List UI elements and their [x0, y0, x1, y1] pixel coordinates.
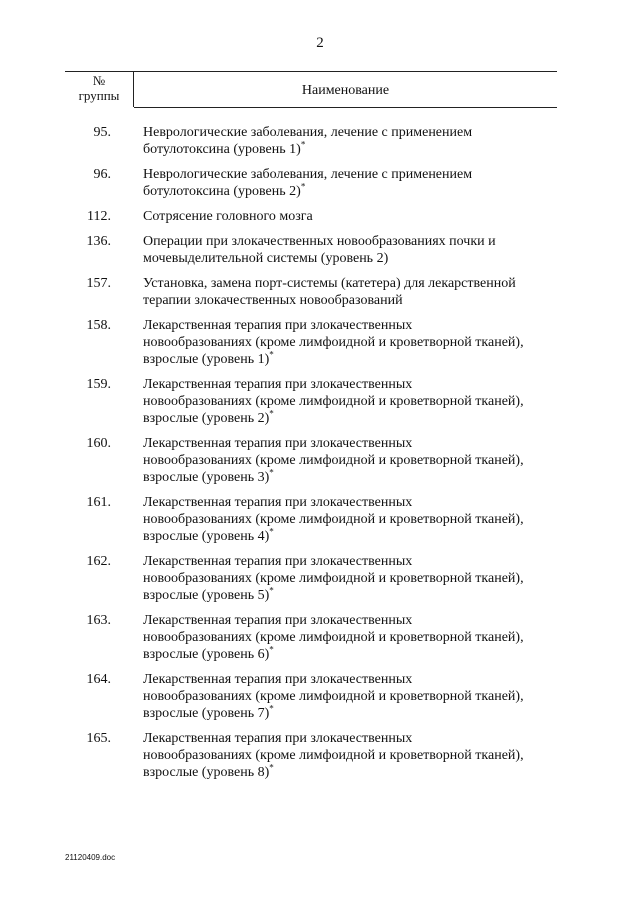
group-name	[143, 275, 563, 309]
group-name-text: новообразованиях (кроме лимфоидной и кроветворной тканей),	[143, 748, 524, 763]
table-row	[0, 376, 640, 427]
group-name-line	[143, 587, 563, 604]
group-name-text: взрослые (уровень 5)	[143, 588, 270, 603]
group-name-text: Лекарственная терапия при злокачественных	[143, 554, 413, 569]
footnote-asterisk: *	[269, 408, 274, 419]
group-name-line	[143, 646, 563, 663]
group-name-text: взрослые (уровень 2)	[143, 411, 270, 426]
group-number: 136.	[86, 234, 111, 249]
footnote-asterisk: *	[269, 349, 274, 360]
group-name-text: новообразованиях (кроме лимфоидной и кроветворной тканей),	[143, 394, 524, 409]
group-number: 158.	[86, 318, 111, 333]
group-name	[143, 376, 563, 427]
table-row	[0, 435, 640, 486]
table-row	[0, 166, 640, 200]
group-number: 160.	[86, 436, 111, 451]
group-name-text: Лекарственная терапия при злокачественных	[143, 436, 413, 451]
group-name-text: Лекарственная терапия при злокачественных	[143, 318, 413, 333]
group-number: 95.	[93, 125, 111, 140]
group-name	[143, 233, 563, 267]
group-name-line	[143, 494, 563, 511]
group-name-text: Неврологические заболевания, лечение с применением	[143, 125, 473, 140]
group-number: 162.	[86, 554, 111, 569]
group-number: 164.	[86, 672, 111, 687]
group-name-text: ботулотоксина (уровень 2)	[143, 184, 301, 199]
column-header-group-number	[65, 73, 133, 103]
group-name-text: новообразованиях (кроме лимфоидной и кроветворной тканей),	[143, 571, 524, 586]
table-row	[0, 671, 640, 722]
group-name-line	[143, 124, 563, 141]
footnote-asterisk: *	[269, 644, 274, 655]
group-number: 161.	[86, 495, 111, 510]
table-row	[0, 208, 640, 225]
column-header-name: Наименование	[301, 83, 390, 98]
group-number: 163.	[86, 613, 111, 628]
group-name-line	[143, 250, 563, 267]
group-name-line	[143, 570, 563, 587]
group-name-line	[143, 166, 563, 183]
group-name-text: Сотрясение головного мозга	[143, 209, 313, 224]
group-name	[143, 612, 563, 663]
table-header-top-rule	[65, 71, 557, 72]
group-name-text: взрослые (уровень 4)	[143, 529, 270, 544]
document-id: 21120409.doc	[65, 853, 116, 862]
group-name-text: Операции при злокачественных новообразованиях почки и	[143, 234, 496, 249]
footnote-asterisk: *	[269, 703, 274, 714]
group-number: 112.	[87, 209, 111, 224]
group-name-line	[143, 334, 563, 351]
group-name-line	[143, 317, 563, 334]
column-header-group-number-label: группы	[78, 88, 120, 103]
group-name-text: новообразованиях (кроме лимфоидной и кроветворной тканей),	[143, 512, 524, 527]
group-name-line	[143, 553, 563, 570]
group-name-text: Лекарственная терапия при злокачественных	[143, 613, 413, 628]
group-name-text: взрослые (уровень 3)	[143, 470, 270, 485]
group-name-line	[143, 275, 563, 292]
group-name-line	[143, 671, 563, 688]
table-row	[0, 612, 640, 663]
group-name-text: Лекарственная терапия при злокачественных	[143, 377, 413, 392]
group-name-line	[143, 705, 563, 722]
group-name	[143, 494, 563, 545]
group-name-line	[143, 688, 563, 705]
group-name-line	[143, 764, 563, 781]
group-name-text: взрослые (уровень 8)	[143, 765, 270, 780]
group-name-text: терапии злокачественных новообразований	[143, 293, 403, 308]
footnote-asterisk: *	[300, 139, 306, 150]
group-name-line	[143, 233, 563, 250]
footnote-asterisk: *	[269, 762, 274, 773]
group-name-text: новообразованиях (кроме лимфоидной и кроветворной тканей),	[143, 689, 524, 704]
footnote-asterisk: *	[300, 181, 306, 192]
group-name-text: новообразованиях (кроме лимфоидной и кроветворной тканей),	[143, 335, 524, 350]
group-number: 96.	[93, 167, 111, 182]
group-name-text: Лекарственная терапия при злокачественных	[143, 731, 413, 746]
group-name-line	[143, 612, 563, 629]
table-row	[0, 553, 640, 604]
footnote-asterisk: *	[269, 467, 274, 478]
group-name-line	[143, 351, 563, 368]
group-name-line	[143, 629, 563, 646]
group-name-line	[143, 452, 563, 469]
group-name-text: Неврологические заболевания, лечение с применением	[143, 167, 473, 182]
table-row	[0, 124, 640, 158]
group-name	[143, 317, 563, 368]
group-name-line	[143, 183, 563, 200]
group-name-text: новообразованиях (кроме лимфоидной и кроветворной тканей),	[143, 453, 524, 468]
group-name-line	[143, 730, 563, 747]
group-name	[143, 208, 563, 225]
group-name-line	[143, 141, 563, 158]
group-number: 165.	[86, 731, 111, 746]
group-name-text: мочевыделительной системы (уровень 2)	[143, 251, 389, 266]
group-name-text: взрослые (уровень 1)	[143, 352, 270, 367]
group-name-text: новообразованиях (кроме лимфоидной и кроветворной тканей),	[143, 630, 524, 645]
group-name	[143, 124, 563, 158]
group-name-text: взрослые (уровень 6)	[143, 647, 270, 662]
group-name-line	[143, 469, 563, 486]
group-name	[143, 671, 563, 722]
table-row	[0, 730, 640, 781]
group-name-line	[143, 208, 563, 225]
group-name-line	[143, 528, 563, 545]
group-name-line	[143, 393, 563, 410]
table-row	[0, 275, 640, 309]
group-name-text: Лекарственная терапия при злокачественных	[143, 495, 413, 510]
group-name-line	[143, 511, 563, 528]
table-row	[0, 233, 640, 267]
group-name-text: Лекарственная терапия при злокачественных	[143, 672, 413, 687]
table-row	[0, 494, 640, 545]
group-name	[143, 730, 563, 781]
table-body	[0, 124, 640, 781]
footnote-asterisk: *	[269, 526, 274, 537]
group-name-line	[143, 376, 563, 393]
column-header-group-number-symbol: №	[92, 73, 106, 88]
footnote-asterisk: *	[269, 585, 274, 596]
group-name-line	[143, 292, 563, 309]
group-number: 157.	[86, 276, 111, 291]
group-number: 159.	[86, 377, 111, 392]
group-name-text: ботулотоксина (уровень 1)	[143, 142, 301, 157]
group-name-line	[143, 410, 563, 427]
group-name	[143, 435, 563, 486]
group-name-line	[143, 435, 563, 452]
group-name-text: Установка, замена порт-системы (катетера) для лекарственной	[143, 276, 516, 291]
group-name-text: взрослые (уровень 7)	[143, 706, 270, 721]
page-number: 2	[316, 35, 324, 51]
table-row	[0, 317, 640, 368]
group-name-line	[143, 747, 563, 764]
table-header-bottom-rule	[134, 107, 557, 108]
group-name	[143, 553, 563, 604]
group-name	[143, 166, 563, 200]
